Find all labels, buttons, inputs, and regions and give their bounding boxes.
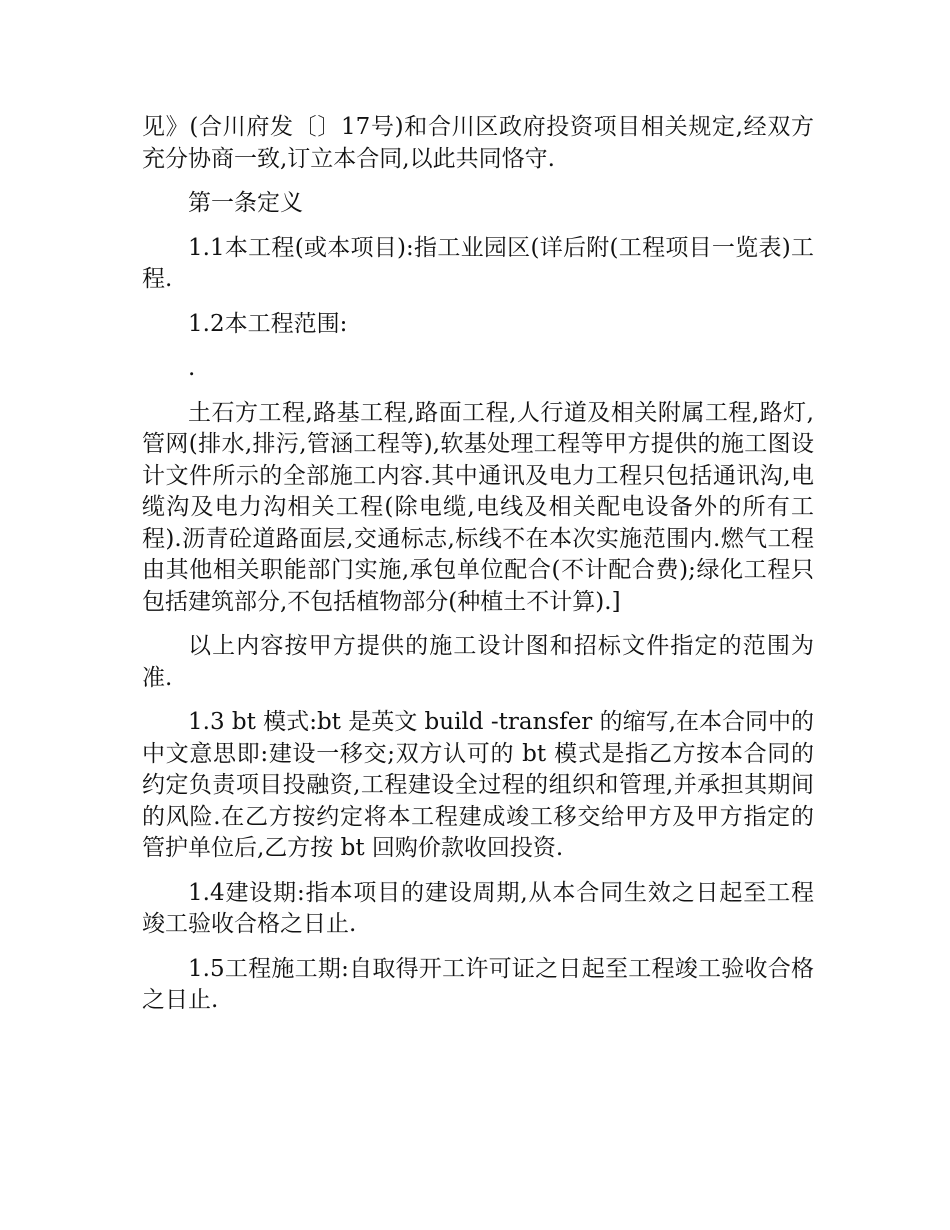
intro-paragraph: 见》(合川府发〔〕17号)和合川区政府投资项目相关规定,经双方充分协商一致,订立本合同,以此共同恪守. — [142, 114, 814, 172]
clause-1-2: 1.2本工程范围: — [188, 310, 348, 337]
clause-1-2-marker: . — [188, 355, 196, 381]
clause-1-2-scope: 土石方工程,路基工程,路面工程,人行道及相关附属工程,路灯,管网(排水,排污,管涵工程等),软基处理工程等甲方提供的施工图设计文件所示的全部施工内容.其中通讯及电力工程只包括通讯沟,电缆沟及电力沟相关工程(除电缆,电线及相关配电设备外的所有工程).沥青砼道路面层,交通标志,标线不在本次实施范围内.燃气工程由其他相关职能部门实施,承包单位配合(不计配合费);绿化工程只包括建筑部分,不包括植物部分(种植土不计算).] — [142, 399, 814, 615]
article-heading: 第一条定义 — [188, 190, 303, 216]
clause-1-4: 1.4建设期:指本项目的建设周期,从本合同生效之日起至工程竣工验收合格之日止. — [142, 879, 814, 937]
clause-1-5: 1.5工程施工期:自取得开工许可证之日起至工程竣工验收合格之日止. — [142, 955, 814, 1013]
clause-1-1: 1.1本工程(或本项目):指工业园区(详后附(工程项目一览表)工程. — [142, 234, 814, 292]
clause-1-3: 1.3 bt 模式:bt 是英文 build -transfer 的缩写,在本合同中的中文意思即:建设一移交;双方认可的 bt 模式是指乙方按本合同的约定负责项目投融资,工程建设全过程的组织和管理,并承担其期间的风险.在乙方按约定将本工程建成竣工移交给甲方及甲方指定的管护单位后,乙方按 bt 回购价款收回投资. — [142, 709, 814, 861]
document-page — [142, 112, 814, 1030]
clause-1-2-note: 以上内容按甲方提供的施工设计图和招标文件指定的范围为准. — [142, 633, 814, 691]
